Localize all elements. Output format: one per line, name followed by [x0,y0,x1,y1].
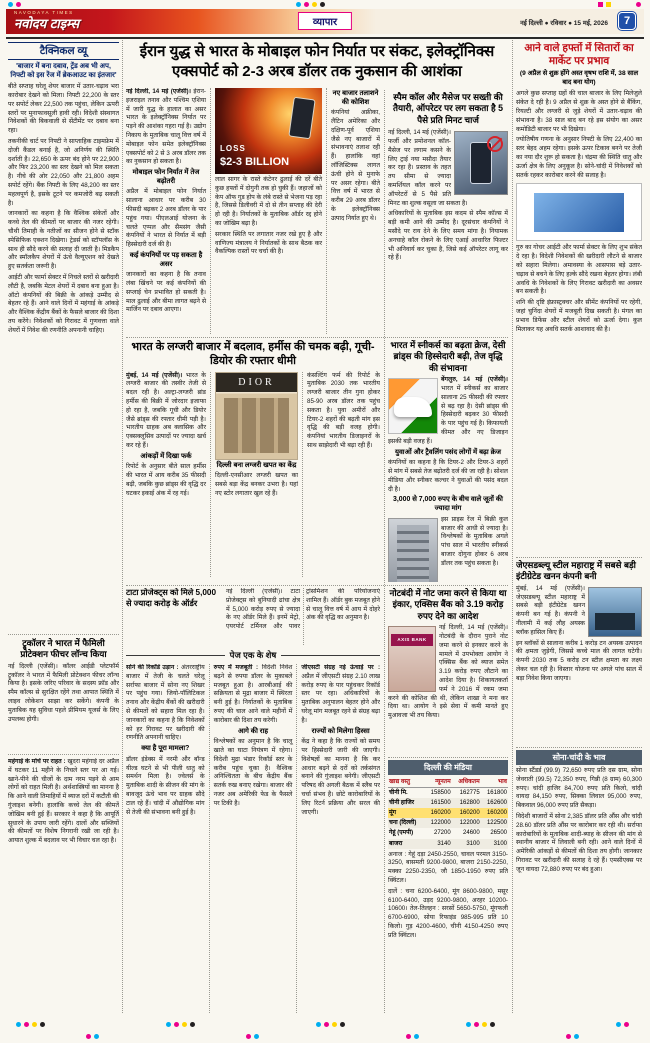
paragraph: शनि की दृष्टि इंफ्रास्ट्रक्चर और सीमेंट कंपनियों पर रहेगी, जहां चुनिंदा शेयरों में मजबूती दिख सकती है। मंगल का प्रभाव डिफेंस और स्टील शेयरों को ऊर्जा देगा। कुल मिलाकर यह अवधि सतर्क आशावाद की है। [516,299,642,333]
body-text [215,472,298,498]
column-divider [122,40,123,1013]
dateline: बेंगलुरु, 14 मई (एजेंसी)। [441,376,508,384]
body-text [215,176,322,257]
article-sneakers [388,340,508,582]
cell: 122000 [430,820,451,827]
reg-dot-icon [246,1034,251,1039]
body-text [226,588,380,645]
paragraph: अप्रैल में मोबाइल फोन निर्यात सालाना आधार पर करीब 30 फीसदी बढ़कर 2 अरब डॉलर के पार पहुंच गया। पीएलआई योजना के चलते एप्पल और सैमसंग जैसी कंपनियों ने भारत से निर्यात में बड़ी हिस्सेदारी दर्ज की है। [126,188,206,249]
reg-dot-icon [312,2,317,7]
section-badge: व्यापार [298,12,352,30]
band-rule [281,655,380,656]
column-header: भाव [481,777,508,788]
paragraph-text: खुदरा महंगाई दर अप्रैल में घटकर 11 महीने के निचले स्तर पर आ गई। खाने-पीने की चीजों के दाम नरम पड़ने से आम लोगों को राहत मिली है। अर्थशास्त्रियों का मानना है कि आने वाली तिमाहियों में ब्याज दरों में कटौती की गुंजाइश बनेगी। हालांकि कच्चे तेल की कीमतें जोखिम बनी हुई हैं। सरकार ने कहा है कि आपूर्ति सुधारने के उपाय जारी रहेंगे। दालों और सब्जियों की कीमतों पर विशेष निगरानी रखी जा रही है। आयात शुल्क में बदलाव पर भी विचार चल रहा है। [8,758,119,845]
edition-dateline: नई दिल्ली ● रविवार ● 15 मई, 2026 [520,20,608,27]
crosshead: दिल्ली बना लग्जरी खपत का केंद्र [216,461,297,469]
reg-dot-icon [8,2,13,7]
article-market-astrology [516,42,642,556]
mandi-title: दिल्ली की मंडिया [388,760,508,775]
table-row-highlighted [388,808,508,818]
dateline: मुंबई, 14 मई (एजेंसी)। [126,371,183,379]
paragraph: रिपोर्ट के अनुसार बीते साल हर्मीस की भारत में आय करीब 35 फीसदी बढ़ी, जबकि कुछ ब्रांड्स की वृद्धि दर घटकर इकाई अंक में रह गई। [126,463,206,497]
headline: आने वाले हफ्तों में सितारों का मार्केट पर प्रभाव [524,42,634,68]
crosshead: नए बाजार तलाशने की कोशिश [332,90,379,106]
paragraph: अधिकारियों के मुताबिक इस कदम से स्पैम कॉल्स में बड़ी कमी आने की उम्मीद है। दूरसंचार कंपनियों ने मसौदे पर राय देने के लिए समय मांगा है। नियामक अनचाहे कॉल रोकने के लिए एआई आधारित फिल्टर भी अनिवार्य कर चुका है, जिसे कई ऑपरेटर लागू कर रहे हैं। [388,210,508,262]
paragraph: ज्योतिषीय गणना के अनुसार निफ्टी के लिए 22,400 का स्तर बेहद अहम रहेगा। इसके ऊपर टिकाव बनने पर तेजी का नया दौर शुरू हो सकता है। चंद्रमा की स्थिति धातु और ऊर्जा क्षेत्र के लिए अनुकूल है। सोने-चांदी में निवेशकों को सतर्क रहकर कारोबार करने की सलाह है। [516,136,642,179]
technical-view-body [8,83,119,335]
paragraph: अगले कुछ सप्ताह ग्रहों की चाल बाजार के लिए मिलेजुले संकेत दे रही है। 9 अप्रैल से शुक्र के अस्त होने से बैंकिंग, रियल्टी और लग्जरी से जुड़े शेयरों में उतार-चढ़ाव की संभावना है। 38 साल बाद बन रहे इस संयोग का असर कमोडिटी बाजार पर भी दिखेगा। [516,90,642,133]
paragraph [301,664,380,726]
cell: 160200 [430,810,451,817]
headline: स्पैम कॉल और मैसेज पर सख्ती की तैयारी, ऑपरेटर पर लग सकता है 5 पैसे प्रति मिनट चार्ज [392,92,504,125]
photo-overlay-text: LOSS [220,144,246,153]
cell: 122000 [459,820,480,827]
reg-dot-icon [574,1034,579,1039]
dior-sign-text: DIOR [216,373,297,392]
crosshead: युवाओं और ट्रैवलिंग पसंद लोगों में बढ़ा क्रेज [394,448,502,456]
lead-column-1 [126,88,210,334]
crosshead: मोबाइल फोन निर्यात में तेज बढ़ोतरी [132,169,200,185]
headline: टाटा प्रोजेक्ट्स को मिले 5,000 से ज्यादा करोड़ के ऑर्डर [126,588,217,608]
body-text [388,624,508,721]
body-text [8,663,119,725]
mandi-table [388,777,508,849]
reg-dot-icon [32,1022,37,1027]
masthead [6,9,644,34]
lead-column-2 [210,88,326,334]
crosshead: कई कंपनियों पर पड़ सकता है असर [129,252,203,268]
article-lead-body [126,88,380,334]
reg-dot-icon [24,1022,29,1027]
paragraph [126,372,206,451]
cell: 162775 [459,790,480,797]
paragraph: सोना स्टैंडर्ड (99.9) 72,650 रुपए प्रति दस ग्राम, सोना जेवराती (99.5) 72,350 रुपए, गिन्नी (8 ग्राम) 60,300 रुपए। चांदी हाजिर 84,700 रुपए प्रति किलो, चांदी वायदा 84,150 रुपए, सिक्का लिवाल 95,000 रुपए, बिकवाल 96,000 रुपए प्रति सैकड़ा। [516,767,642,810]
cell: 3100 [493,840,507,847]
crosshead: क्या है पूरा मामला? [141,745,190,753]
cell: 161500 [430,800,451,807]
headline: भारत के लग्जरी बाजार में बदलाव, हर्मीस की चमक बढ़ी, गूची-डियोर की रफ्तार धीमी [131,341,375,368]
technical-view-title: टैक्निकल व्यू [8,42,119,60]
reg-square-icon [598,2,603,7]
building-photo [388,518,438,582]
band-label: पेज एक के शेष [229,650,277,660]
cell: चना (दिल्ली) [389,820,417,827]
paragraph: जानकारों का कहना है कि वैश्विक संकेतों और कच्चे तेल की कीमतों पर बाजार की नजर रहेगी। चौथी तिमाही के नतीजों का सीजन होने से स्टॉक स्पेसिफिक एक्शन दिखेगा। ट्रेडर्स को स्टॉपलॉस के साथ ही सौदे करने की सलाह दी जाती है। मिडकैप और स्मॉलकैप शेयरों में ऊंचे वैल्यूएशन को देखते हुए सतर्कता जरूरी है। [8,210,119,271]
reg-dot-icon [324,1022,329,1027]
paragraph-text: भारत के लग्जरी बाजार की तस्वीर तेजी से बदल रही है। अल्ट्रा-लग्जरी ब्रांड हर्मीस की बिक्री में जोरदार इजाफा हो रहा है, जबकि गूची और डियोर जैसे ब्रांड्स की रफ्तार धीमी पड़ी है। भारतीय ग्राहक अब क्लासिक और एक्सक्लूसिव उत्पादों पर ज्यादा खर्च कर रहे हैं। [126,371,206,449]
article-luxury-market [126,340,380,582]
subheadline: (9 अप्रैल से शुक्र होंगे अस्त वृषभ राशि में, 38 साल बाद बना योग) [519,70,639,86]
paragraph: डॉलर इंडेक्स में नरमी और बॉन्ड यील्ड घटने से भी पीली धातु को समर्थन मिला है। ज्वेलर्स के मुताबिक शादी के सीजन की मांग के बावजूद ऊंचे भाव पर ग्राहक सौदे टाल रहे हैं। चांदी में औद्योगिक मांग से तेजी की संभावना बनी हुई है। [126,755,205,816]
paragraph: विश्लेषकों का अनुमान है कि चालू खाते का घाटा नियंत्रण में रहेगा। विदेशी मुद्रा भंडार रिकॉर्ड स्तर के करीब पहुंच चुका है। वैश्विक अनिश्चितता के बीच केंद्रीय बैंक सतर्क रुख बनाए रखेगा। बाजार की नजर अब अमेरिकी फेड के फैसले पर टिकी है। [213,738,293,807]
paragraph: नई दिल्ली, 14 मई (एजेंसी)। फर्जी और प्रमोशनल कॉल-मैसेज पर लगाम कसने के लिए ट्राई नया मसौदा तैयार कर रहा है। प्रस्ताव के तहत तय सीमा से ज्यादा कमर्शियल कॉल करने पर ऑपरेटरों से 5 पैसे प्रति मिनट का शुल्क वसूला जा सकता है। [388,129,468,207]
paragraph: दालें : चना 6200-6400, मूंग 8600-9800, मसूर 6100-6400, उड़द 9200-9800, अरहर 10200-10600। तेल-तिलहन : सरसों 5650-5750, मूंगफली 6700-6900, सोया रिफाइंड 985-995 प्रति 10 किलो। गुड़ 4200-4600, चीनी 4150-4250 रुपए प्रति क्विंटल। [388,887,508,939]
delhi-mandi-section [388,760,508,1013]
cell: 3100 [466,840,480,847]
reg-dot-icon [40,1022,45,1027]
paragraph: मुंबई, 14 मई (एजेंसी)। जेएसडब्ल्यू स्टील महाराष्ट्र में सबसे बड़ी इंटीग्रेटेड खनन कंपनी बन गई है। कंपनी ने नीलामी में कई लौह अयस्क ब्लॉक हासिल किए हैं। [516,584,585,636]
paragraph: लाल सागर के रास्ते कंटेनर ढुलाई की दरें बीते कुछ हफ्तों में दोगुनी तक हो चुकी हैं। जहाजों को केप ऑफ गुड होप के लंबे रास्ते से भेजना पड़ रहा है, जिससे डिलीवरी में दो से तीन सप्ताह की देरी हो रही है। निर्यातकों के मुताबिक ऑर्डर रद्द होने का जोखिम बढ़ा है। [215,176,322,227]
body-text [516,585,642,684]
article-truecaller [8,638,119,752]
technical-view-subtitle: 'बाजार में बना दबाव, ट्रेंड अब भी अप, निफ्टी को इस रेंज में ब्रेकआउट का इंतजार' [10,63,117,80]
reg-dot-icon [466,1022,471,1027]
masthead-rule [6,37,644,39]
article-divider [126,337,508,338]
column-divider [384,90,385,1013]
paragraph: विदेशी बाजारों में सोना 2,385 डॉलर प्रति औंस और चांदी 28.60 डॉलर प्रति औंस पर कारोबार कर रही थी। सर्राफा कारोबारियों के मुताबिक शादी-ब्याह के सीजन की मांग से स्थानीय बाजार में लिवाली बनी रही। आने वाले दिनों में अमेरिकी आंकड़ों से कीमतों की दिशा तय होगी। जानकार गिरावट पर खरीदारी की सलाह दे रहे हैं। एमसीएक्स पर जून वायदा 72,880 रुपए पर बंद हुआ। [516,812,642,873]
photo-overlay-text: $2-3 BILLION [220,156,290,168]
brand-small-text: NAVODAYA TIMES [14,9,74,15]
bank-branch-photo [388,626,436,692]
reg-dot-icon [166,1022,171,1027]
cell: 3140 [437,840,451,847]
bank-sign-text: AXIS BANK [391,634,433,646]
reg-dot-icon [86,1034,91,1039]
spam-call-photo [454,131,508,195]
lead-photo [215,88,322,174]
paragraph [214,664,293,726]
page-one-continuation-band [126,650,380,661]
paragraph: गुरु का गोचर आईटी और फार्मा सेक्टर के लिए शुभ संकेत दे रहा है। विदेशी निवेशकों की खरीदारी लौटने से बाजार को सहारा मिलेगा। अमावस्या के आसपास बड़े उतार-चढ़ाव से बचने के लिए हल्के सौदे रखना बेहतर होगा। लंबी अवधि के निवेशकों के लिए गिरावट खरीदारी का अवसर बन सकती है। [516,244,642,296]
crosshead: 3,000 से 7,000 रुपए के बीच वाले जूतों की ज्यादा मांग [393,496,503,513]
paragraph: बीते सप्ताह घरेलू शेयर बाजार में उतार-चढ़ाव भरा कारोबार देखने को मिला। निफ्टी 22,200 के स्तर पर सपोर्ट लेकर 22,500 तक पहुंचा, लेकिन ऊपरी स्तरों पर मुनाफावसूली हावी रही। विदेशी संस्थागत निवेशकों की बिकवाली से सेंटीमेंट पर दबाव बना रहा। [8,83,119,135]
table-header-row [388,777,508,788]
block-icon [487,136,503,152]
reg-dot-icon [490,1022,495,1027]
reg-dot-icon [482,1022,487,1027]
article-divider [516,747,642,748]
jump-column-left [8,758,119,1013]
paragraph-text: विदेशी निवेश बढ़ने से रुपया डॉलर के मुकाबले मजबूत हुआ है। आरबीआई की सक्रियता से मुद्रा बाजार में स्थिरता बनी हुई है। निर्यातकों के मुताबिक रुपए की चाल आने वाले महीनों में कारोबार की दिशा तय करेगी। [213,664,293,724]
paragraph-text: भारत में स्नीकर्स का बाजार सालाना 25 फीसदी की रफ्तार से बढ़ रहा है। देसी ब्रांड्स की हिस्सेदारी बढ़कर 30 फीसदी के पार पहुंच गई है। किफायती कीमत और नए डिजाइन इसकी बड़ी वजह हैं। [388,385,508,445]
paragraph: सरकार स्थिति पर लगातार नजर रखे हुए है और वाणिज्य मंत्रालय ने निर्यातकों के साथ बैठक कर वैकल्पिक रास्तों पर चर्चा की है। [215,230,322,256]
jump-columns [126,664,380,1013]
column-header: अधिकतम [452,777,481,788]
storefront-windows [224,398,289,453]
gold-title: सोना-चांदी के भाव [516,750,642,765]
reg-dot-icon [182,1022,187,1027]
newspaper-logo [6,11,79,33]
sneaker-photo [388,378,438,434]
cell: 162600 [486,800,507,807]
table-row [388,818,508,828]
reg-dot-icon [316,1022,321,1027]
article-divider [8,634,119,635]
rates-text [516,767,642,875]
paragraph: केंद्र ने कहा है कि राज्यों को समय पर हिस्सेदारी जारी की जाएगी। विशेषज्ञों का मानना है कि कर आधार बढ़ने से दरों को तर्कसंगत बनाने की गुंजाइश बनेगी। जीएसटी परिषद की अगली बैठक में स्लैब पर चर्चा संभव है। छोटे कारोबारियों के लिए रिटर्न प्रक्रिया और सरल की जाएगी। [301,738,380,816]
body-text [516,90,642,334]
body-columns [126,372,380,577]
table-row [388,828,508,838]
article-axis-bank-order [388,588,508,754]
article-technical-view [8,42,119,632]
paragraph-lead: महंगाई के मोर्चे पर राहत : [8,758,66,765]
paragraph: नई दिल्ली, 14 मई (एजेंसी)। नोटबंदी के दौरान पुराने नोट जमा करने से इनकार करने के मामले में उपभोक्ता आयोग ने एक्सिस बैंक को ब्याज समेत 3.19 करोड़ रुपए लौटाने का आदेश दिया है। शिकायतकर्ता फर्म ने 2016 में रकम जमा करने की कोशिश की थी, लेकिन शाखा ने मना कर दिया था। आयोग ने इसे सेवा में कमी मानते हुए मुआवजा भी तय किया। [388,624,508,720]
article-divider [516,557,642,558]
reg-dot-icon [616,1022,621,1027]
reg-dot-icon [174,1022,179,1027]
article-jsw-steel [516,560,642,746]
paragraph: कंसल्टिंग फर्म की रिपोर्ट के मुताबिक 2030 तक भारतीय लग्जरी बाजार तीन गुना होकर 85-90 अरब डॉलर तक पहुंच सकता है। युवा अमीरों और टियर-2 शहरों की बढ़ती मांग इस वृद्धि की बड़ी वजह होगी। कंपनियां भारतीय डिजाइनरों के साथ साझेदारी भी बढ़ा रही हैं। [307,371,380,449]
body-text [388,129,508,263]
column-divider [512,40,513,1013]
paragraph-lead: जीएसटी संग्रह नई ऊंचाई पर : [301,664,380,671]
crosshead: आगे की राह [237,727,269,735]
reg-dot-icon [254,1034,259,1039]
cell: 162800 [459,800,480,807]
reg-dot-icon [190,1022,195,1027]
phone-silhouette-icon [288,97,315,140]
page-number-badge: 7 [618,12,636,30]
paragraph: जानकारों का कहना है कि तनाव लंबा खिंचने पर कई कंपनियों की सप्लाई चेन प्रभावित हो सकती है। माल ढुलाई और बीमा लागत बढ़ने से मार्जिन पर दबाव आएगा। [126,271,206,314]
column-header: खाद्य वस्तु [388,777,424,788]
paragraph-lead: रुपए में मजबूती : [213,664,259,671]
column-header: न्यूनतम [424,777,451,788]
paragraph-text: ईरान-इजराइल तनाव और पश्चिम एशिया में जारी युद्ध के हालात का असर भारत के इलेक्ट्रॉनिक्स निर्यात पर पड़ने की आशंका गहरा गई है। उद्योग निकाय के मुताबिक चालू वित्त वर्ष में मोबाइल फोन समेत इलेक्ट्रॉनिक्स एक्सपोर्ट को 2 से 3 अरब डॉलर तक का नुकसान हो सकता है। [126,88,206,166]
cell: 160200 [459,810,480,817]
photo-placeholder [534,193,623,232]
cell: चीनी हाजिर [389,800,415,807]
paragraph: कंपनियों का कहना है कि टियर-2 और टियर-3 शहरों से मांग में सबसे तेज बढ़ोतरी दर्ज की जा रही है। सोशल मीडिया और स्नीकर कल्चर ने युवाओं की पसंद बदल दी है। [388,459,508,493]
paragraph [126,88,206,167]
reg-dot-icon [624,1022,629,1027]
paragraph-lead: सोने की रिकॉर्ड उड़ान : [126,664,179,671]
article-tata-orders [126,588,380,645]
jump-column-2 [209,664,297,1013]
luxury-column-2 [210,372,302,577]
reg-dot-icon [16,2,21,7]
dior-store-photo [215,372,298,460]
cell: मूंग [389,810,396,817]
cell: चीनी मि. [389,790,408,797]
luxury-column-1 [126,372,210,577]
article-spam-calls [388,92,508,334]
headline: ट्रूकॉलर ने भारत में फैमिली प्रोटेक्शन फीचर लॉन्च किया [20,638,107,660]
article-divider [388,757,508,758]
cell: 24600 [463,830,480,837]
jump-column-1 [126,664,209,1013]
reg-dot-icon [304,2,309,7]
article-divider [8,754,119,755]
paragraph: आईटी और फार्मा सेक्टर में निचले स्तरों से खरीदारी लौटी है, जबकि मेटल शेयरों में दबाव बना हुआ है। ऑटो कंपनियों की बिक्री के आंकड़े उम्मीद से बेहतर रहे हैं। आने वाले दिनों में महंगाई के आंकड़े और वैश्विक केंद्रीय बैंकों के फैसले बाजार की दिशा तय करेंगे। निवेशकों को गिरावट में गुणवत्ता वाले शेयरों में निवेश की रणनीति अपनानी चाहिए। [8,273,119,334]
jump-column-3 [296,664,380,1013]
reg-dot-icon [320,2,325,7]
cell: 26500 [490,830,507,837]
headline: भारत में स्नीकर्स का बढ़ता क्रेज, देसी ब्रांड्स की हिस्सेदारी बढ़ी, तेज वृद्धि की संभावना [390,340,506,373]
table-row [388,839,508,849]
brand-title: नवोदय टाइम्स [14,16,80,32]
reg-square-icon [606,2,611,7]
crosshead: आंकड़ों में दिखा फर्क [140,452,192,460]
cell: 158500 [430,790,451,797]
paragraph: अनाज : गेहूं दड़ा 2450-2550, चावल परमल 3150-3250, बासमती 9200-9800, बाजरा 2150-2250, मक्का 2250-2350, जौ 1850-1950 रुपए प्रति क्विंटल। [388,850,508,885]
paragraph: नई दिल्ली (एजेंसी)। टाटा प्रोजेक्ट्स को बुनियादी ढांचा क्षेत्र में 5,000 करोड़ रुपए से ज्यादा के नए ऑर्डर मिले हैं। इनमें मेट्रो, एयरपोर्ट टर्मिनल और पावर ट्रांसमिशन की परियोजनाएं शामिल हैं। ऑर्डर बुक मजबूत होने से चालू वित्त वर्ष में आय में दोहरे अंक की वृद्धि का अनुमान है। [226,588,380,631]
lead-headline: ईरान युद्ध से भारत के मोबाइल फोन निर्यात पर संकट, इलेक्ट्रॉनिक्स एक्सपोर्ट को 2-3 अरब डॉलर तक नुकसान की आशंका [139,43,495,80]
cell: 161800 [486,790,507,797]
cell: 160200 [486,810,507,817]
paragraph [8,758,119,846]
lead-column-3 [326,88,380,334]
cell: गेहूं (एमपी) [389,830,414,837]
dateline: नई दिल्ली, 14 मई (एजेंसी)। [126,88,191,95]
luxury-column-3 [302,372,380,577]
reg-dot-icon [566,1034,571,1039]
paragraph: कंपनियां अफ्रीका, लैटिन अमेरिका और दक्षिण-पूर्व एशिया जैसे नए बाजारों में संभावनाएं तलाश रही हैं। हालांकि वहां लॉजिस्टिक्स लागत ऊंची होने से मुनाफे पर असर रहेगा। बीते वित्त वर्ष में भारत से करीब 29 अरब डॉलर के इलेक्ट्रॉनिक्स उत्पाद निर्यात हुए थे। [331,109,380,222]
reg-dot-icon [16,1022,21,1027]
cell: बाजरा [389,840,403,847]
body-text [388,376,508,568]
paragraph-text: अंतरराष्ट्रीय बाजार में तेजी के चलते घरेलू सर्राफा बाजार में सोना नए शिखर पर पहुंच गया। जियो-पॉलिटिकल तनाव और केंद्रीय बैंकों की खरीदारी से कीमतों को सहारा मिल रहा है। जानकारों का कहना है कि निवेशकों को हर गिरावट पर खरीदारी की रणनीति अपनानी चाहिए। [126,664,205,742]
gold-silver-rates-section [516,750,642,1013]
band-rule [126,655,225,656]
paragraph [126,664,205,743]
reg-dot-icon [332,1022,337,1027]
cell: 122500 [486,820,507,827]
crosshead: राज्यों को मिलेगा हिस्सा [311,727,370,735]
table-row [388,788,508,799]
mining-photo [588,587,642,637]
mandi-notes [388,851,508,941]
paragraph-text: अप्रैल में जीएसटी संग्रह 2.10 लाख करोड़ रुपए के पार पहुंचकर रिकॉर्ड स्तर पर रहा। अधिकारियों के मुताबिक अनुपालन बेहतर होने और घरेलू मांग मजबूत रहने से संग्रह बढ़ा है। [301,672,380,724]
reg-dot-icon [94,1034,99,1039]
reg-dot-icon [636,2,641,7]
table-row [388,798,508,808]
cell: 27200 [434,830,451,837]
headline: जेएसडब्ल्यू स्टील महाराष्ट्र में सबसे बड़ी इंटीग्रेटेड खनन कंपनी बनी [516,560,636,582]
headline: नोटबंदी में नोट जमा करने से किया था इंकार, एक्सिस बैंक को 3.19 करोड़ रुपए देने का आदेश [389,588,507,621]
paragraph: इन ब्लॉकों से सालाना करीब 1 करोड़ टन अयस्क उत्पादन की क्षमता जुड़ेगी, जिससे कच्चे माल की लागत घटेगी। कंपनी 2030 तक 5 करोड़ टन स्टील क्षमता का लक्ष्य लेकर चल रही है। विस्तार योजना पर अगले पांच साल में बड़ा निवेश किया जाएगा। [516,639,642,682]
article-divider [126,585,508,586]
reg-dot-icon [340,1022,345,1027]
paragraph: इस प्राइस रेंज में बिक्री कुल बाजार की आधी से ज्यादा है। विश्लेषकों के मुताबिक अगले पांच साल में भारतीय स्नीकर्स बाजार दोगुना होकर 6 अरब डॉलर तक पहुंच सकता है। [441,515,508,567]
reg-dot-icon [296,2,301,7]
paragraph: नई दिल्ली (एजेंसी)। कॉलर आईडी प्लेटफॉर्म ट्रूकॉलर ने भारत में फैमिली प्रोटेक्शन फीचर लॉन्च किया है। इसके जरिए परिवार के सदस्य फ्रॉड और स्पैम कॉल्स से सुरक्षित रहेंगे तथा आपात स्थिति में लाइव लोकेशन साझा कर सकेंगे। कंपनी के मुताबिक यह सुविधा पहले प्रीमियम यूजर्स के लिए उपलब्ध होगी। [8,662,119,723]
reg-dot-icon [414,1034,419,1039]
paragraph: तकनीकी चार्ट पर निफ्टी ने साप्ताहिक टाइमफ्रेम में दोजी कैंडल बनाई है, जो अनिर्णय की स्थिति दर्शाती है। 22,650 के ऊपर बंद होने पर 22,900 और फिर 23,200 का स्तर देखने को मिल सकता है। नीचे की ओर 22,050 और 21,800 अहम सपोर्ट रहेंगे। बैंक निफ्टी के लिए 48,200 का स्तर महत्वपूर्ण है, इसके टूटने पर कमजोरी बढ़ सकती है। [8,137,119,207]
paragraph: दिल्ली-एनसीआर लग्जरी खपत का सबसे बड़ा केंद्र बनकर उभरा है। यहां नए स्टोर लगातार खुल रहे हैं। [215,472,298,497]
reg-dot-icon [406,1034,411,1039]
shoe-shape [394,397,432,417]
reg-dot-icon [474,1022,479,1027]
astro-photo-card [516,183,642,241]
